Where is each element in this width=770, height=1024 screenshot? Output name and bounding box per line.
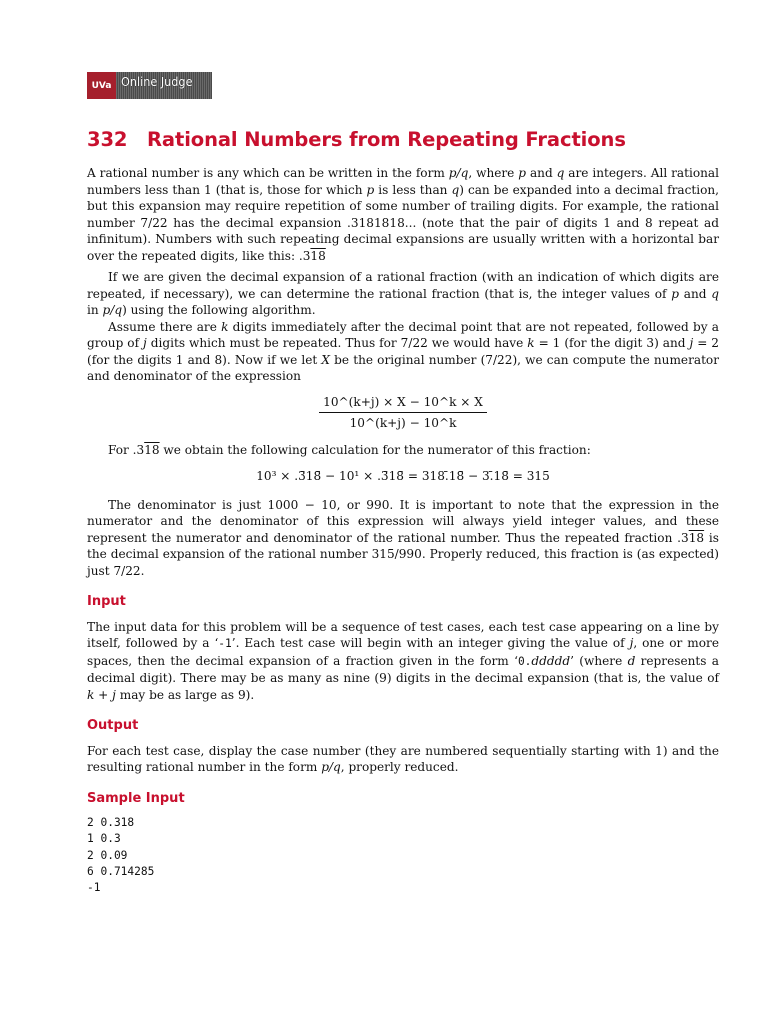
output-heading: Output	[87, 718, 139, 733]
formula-numerator: 10^(k+j) × X − 10^k × X	[319, 394, 487, 414]
sample-line: 6 0.714285	[87, 864, 155, 878]
calc-lead: For .318 we obtain the following calculation for the numerator of this fraction:	[108, 442, 591, 457]
sample-line: 2 0.318	[87, 816, 135, 829]
problem-title	[87, 128, 626, 151]
logo-text: Online Judge	[116, 72, 212, 99]
output-paragraph: For each test case, display the case number (they are numbered sequentially starting with 1) and the resulting rational number in the form p/q, properly reduced.	[87, 743, 719, 774]
calc-equation: 10³ × .3̄18̄ − 10¹ × .3̄18̄ = 318.̄18̄ − 3.̄18̄ = 315	[256, 469, 550, 483]
formula-denominator: 10^(k+j) − 10^k	[349, 416, 457, 430]
formula	[87, 394, 719, 432]
intro-paragraph-2: If we are given the decimal expansion of a rational fraction (with an indication of which digits are repeated, if necessary), we can determine the rational fraction (that is, the integer values of p and q in p/q) using the following algorithm.	[87, 270, 719, 317]
uva-online-judge-logo[interactable]	[87, 72, 212, 99]
intro-paragraph-1: A rational number is any which can be written in the form p/q, where p and q are integers. All rational numbers less than 1 (that is, those for which p is less than q) can be expanded into a decimal fraction, but this expansion may require repetition of some number of trailing digits. For example, the rational number 7/22 has the decimal expansion .3181818... (note that the pair of digits 1 and 8 repeat ad infinitum). Numbers with such repeating decimal expansions are usually written with a horizontal bar over the repeated digits, like this: .318	[87, 166, 719, 263]
sample-line: 1 0.3	[87, 832, 121, 846]
logo-badge: UVa	[87, 72, 116, 99]
problem-number: 332	[87, 128, 128, 151]
sample-input-heading: Sample Input	[87, 790, 185, 806]
sample-input	[87, 815, 719, 896]
input-heading: Input	[87, 594, 126, 609]
sample-line: -1	[87, 881, 101, 895]
denominator-paragraph: The denominator is just 1000 − 10, or 990. It is important to note that the expression in the numerator and the denominator of this expression will always yield integer values, and these represent the numerator and denominator of the rational number. Thus the repeated fraction .318 is the decimal expansion of the rational number 315/990. Properly reduced, this fraction is (as expected) just 7/22.	[87, 497, 719, 578]
problem-body	[87, 165, 719, 896]
input-paragraph: The input data for this problem will be a sequence of test cases, each test case appearing on a line by itself, followed by a ‘-1’. Each test case will begin with an integer giving the value of j, one or more spaces, then the decimal expansion of a fraction given in the form ‘0.ddddd’ (where d represents a decimal digit). There may be as many as nine (9) digits in the decimal expansion (that is, the value of k + j may be as large as 9).	[87, 619, 719, 702]
problem-title-text: Rational Numbers from Repeating Fractions	[147, 128, 626, 151]
sample-line: 2 0.09	[87, 848, 128, 862]
intro-paragraph-3: Assume there are k digits immediately after the decimal point that are not repeated, followed by a group of j digits which must be repeated. Thus for 7/22 we would have k = 1 (for the digit 3) and j = 2 (for the digits 1 and 8). Now if we let X be the original number (7/22), we can compute the numerator and denominator of the expression	[87, 319, 720, 383]
